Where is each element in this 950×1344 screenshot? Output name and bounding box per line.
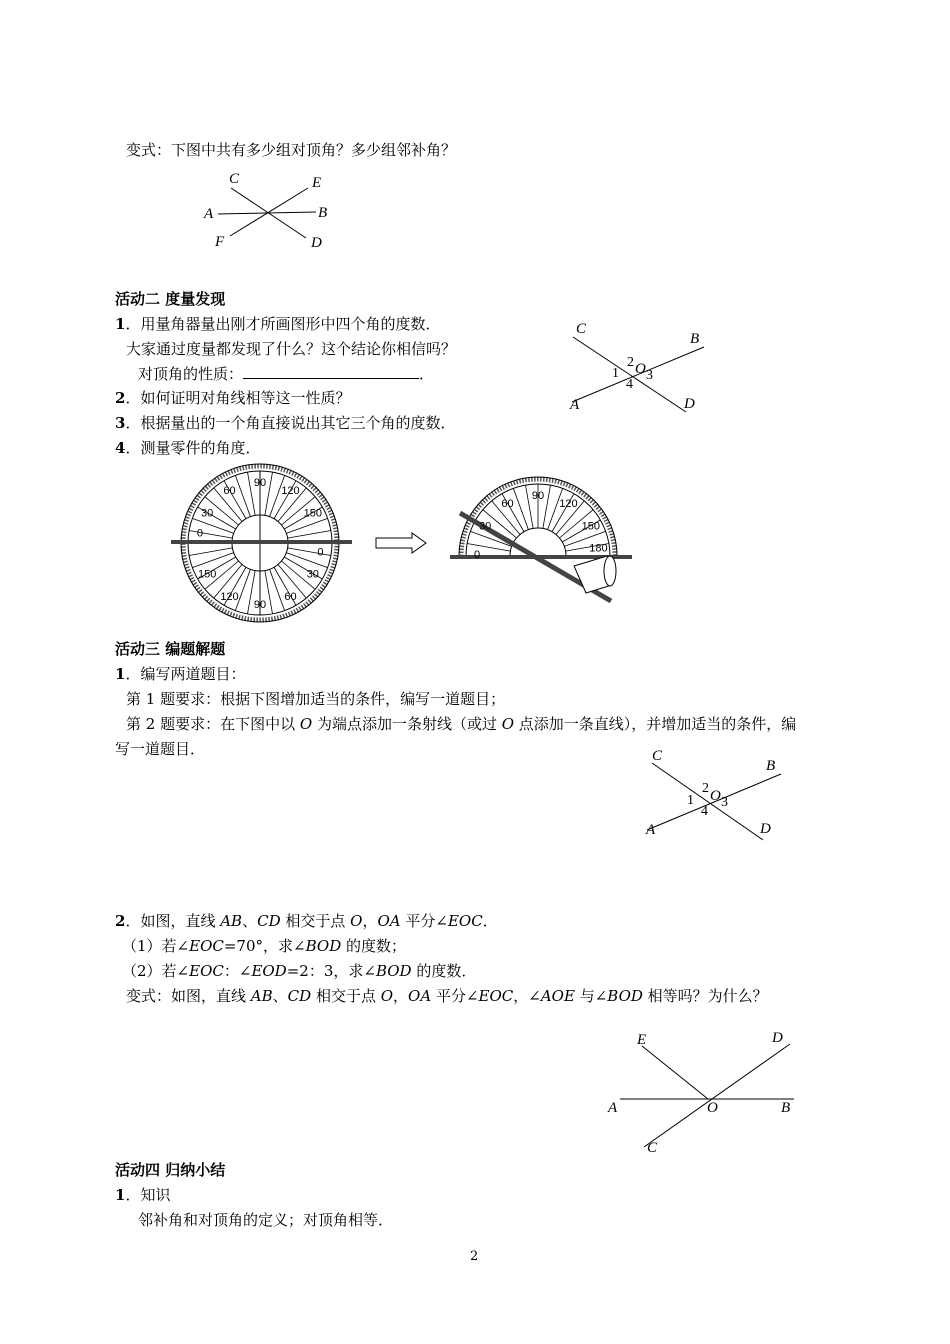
protractor-half-tick-label: 60: [501, 498, 514, 511]
fig2-angle-2: 2: [702, 781, 709, 796]
fig3-E: E: [637, 1032, 647, 1048]
fig1-angle-4: 4: [626, 377, 633, 392]
fig2-angle-3: 3: [721, 795, 728, 810]
a2-q2: 2．如何证明对角线相等这一性质？: [115, 389, 351, 407]
fig1-O: O: [635, 361, 646, 377]
label-C: C: [229, 171, 240, 187]
a3-q1-req1: 第 1 题要求：根据下图增加适当的条件，编写一道题目；: [126, 690, 506, 708]
fig3-O: O: [707, 1100, 718, 1116]
a4-q1-sub: 邻补角和对顶角的定义；对顶角相等．: [138, 1211, 394, 1229]
protractor-full-tick-label: 90: [253, 599, 267, 611]
protractor-half-tick-label: 180: [589, 542, 608, 555]
protractor-full-tick-label: 30: [306, 568, 319, 581]
a3-q1-req2-cont: 写一道题目．: [115, 740, 206, 758]
fig1-B: B: [690, 331, 700, 347]
fig3-C: C: [647, 1140, 658, 1156]
variant-question: 变式：下图中共有多少组对顶角？多少组邻补角？: [126, 141, 457, 159]
fig2-C: C: [652, 748, 663, 764]
fig3-B: B: [781, 1100, 791, 1116]
label-E: E: [312, 175, 322, 191]
fig2-angle-4: 4: [701, 804, 708, 819]
activity3-heading: 活动三 编题解题: [115, 640, 226, 658]
a2-q1-property: 对顶角的性质： ．: [138, 365, 435, 383]
protractor-full-tick-label: 90: [253, 477, 267, 489]
a2-q4: 4．测量零件的角度．: [115, 439, 261, 457]
activity2-heading: 活动二 度量发现: [115, 290, 226, 308]
protractor-full-tick-label: 0: [317, 546, 324, 559]
a3-q2-variant: 变式：如图，直线 AB、CD 相交于点 O，OA 平分∠EOC，∠AOE 与∠BOD 相等吗？为什么？: [126, 987, 768, 1005]
protractor-full-tick-label: 150: [197, 568, 217, 581]
fig2-A: A: [646, 822, 656, 838]
a3-q1-req2: 第 2 题要求：在下图中以 O 为端点添加一条射线（或过 O 点添加一条直线），并增加适当的条件，编: [126, 715, 797, 733]
protractor-full-tick-label: 150: [303, 507, 323, 520]
fig2-O: O: [710, 788, 721, 804]
a3-q2-part1: （1）若∠EOC=70°，求∠BOD 的度数；: [122, 937, 406, 955]
a2-q1-sub: 大家通过度量都发现了什么？这个结论你相信吗？: [126, 340, 457, 358]
fig2-D: D: [760, 821, 771, 837]
fig2-B: B: [766, 758, 776, 774]
protractor-full-tick-label: 120: [281, 485, 300, 498]
fig1-D: D: [684, 396, 695, 412]
fig1-angle-2: 2: [627, 355, 634, 370]
protractor-half-tick-label: 150: [581, 520, 601, 533]
fig1-angle-3: 3: [646, 368, 653, 383]
fig3-A: A: [608, 1100, 618, 1116]
fig2-angle-1: 1: [687, 793, 694, 808]
fig1-angle-1: 1: [612, 366, 619, 381]
a2-q1: 1．用量角器量出刚才所画图形中四个角的度数．: [115, 315, 441, 333]
protractor-full-tick-label: 0: [196, 527, 203, 540]
protractor-full-tick-label: 60: [223, 485, 236, 498]
protractor-full-tick-label: 60: [284, 590, 297, 603]
label-F: F: [215, 234, 225, 250]
a2-q3: 3．根据量出的一个角直接说出其它三个角的度数．: [115, 414, 456, 432]
a4-q1: 1．知识: [115, 1186, 171, 1204]
a3-q2: 2．如图，直线 AB、CD 相交于点 O，OA 平分∠EOC．: [115, 912, 498, 930]
protractor-half-tick-label: 120: [559, 498, 578, 511]
protractor-half-tick-label: 30: [479, 520, 492, 533]
page-number: 2: [470, 1249, 479, 1264]
a3-q2-part2: （2）若∠EOC：∠EOD=2：3，求∠BOD 的度数．: [122, 962, 477, 980]
protractor-full-tick-label: 120: [220, 590, 239, 603]
label-B: B: [318, 205, 328, 221]
fig3-D: D: [772, 1030, 783, 1046]
fig1-A: A: [570, 397, 580, 413]
protractor-full-tick-label: 30: [201, 507, 214, 520]
label-A: A: [204, 206, 214, 222]
protractor-half-tick-label: 90: [531, 490, 545, 502]
a3-q1: 1．编写两道题目：: [115, 665, 246, 683]
label-D: D: [311, 235, 322, 251]
protractor-half-tick-label: 0: [473, 548, 481, 561]
fig1-C: C: [576, 321, 587, 337]
activity4-heading: 活动四 归纳小结: [115, 1161, 226, 1179]
